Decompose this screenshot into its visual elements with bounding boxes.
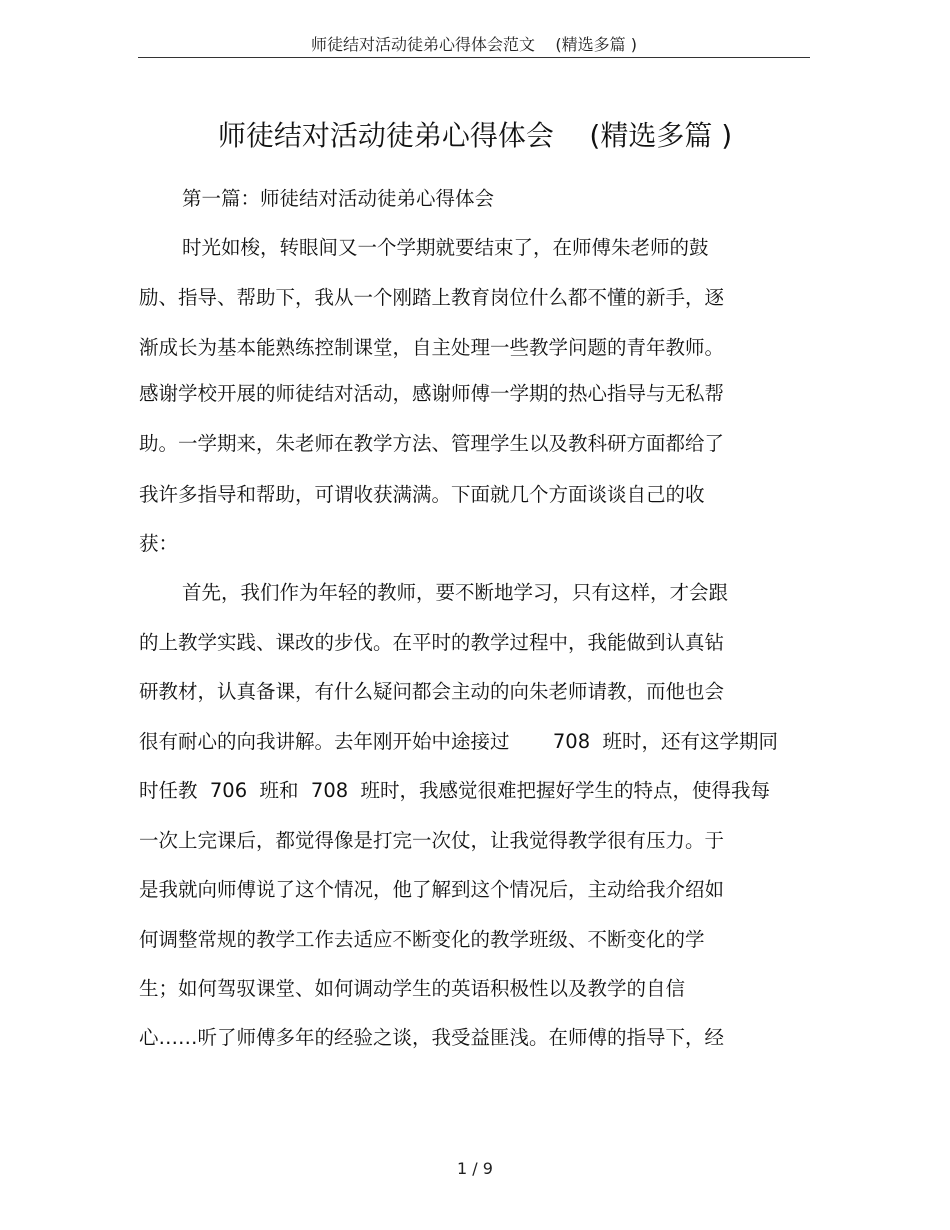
running-header-title: 师徒结对活动徒弟心得体会范文 (精选多篇 ) bbox=[311, 35, 637, 54]
paragraph-line: 何调整常规的教学工作去适应不断变化的教学班级、不断变化的学 bbox=[139, 928, 705, 951]
paragraph-line: 很有耐心的向我讲解。去年刚开始中途接过 708 班时，还有这学期同 bbox=[139, 730, 779, 753]
paragraph-line: 心……听了师傅多年的经验之谈，我受益匪浅。在师傅的指导下，经 bbox=[139, 1026, 725, 1049]
page-number: 1 / 9 bbox=[457, 1159, 493, 1178]
paragraph-line: 我许多指导和帮助，可谓收获满满。下面就几个方面谈谈自己的收 bbox=[139, 483, 705, 506]
paragraph-line: 时任教 706 班和 708 班时，我感觉很难把握好学生的特点，使得我每 bbox=[139, 779, 771, 802]
header-divider bbox=[138, 57, 810, 58]
paragraph-line: 的上教学实践、课改的步伐。在平时的教学过程中，我能做到认真钻 bbox=[139, 631, 725, 654]
paragraph-line: 生；如何驾驭课堂、如何调动学生的英语积极性以及教学的自信 bbox=[139, 977, 686, 1000]
paragraph-line: 励、指导、帮助下，我从一个刚踏上教育岗位什么都不懂的新手，逐 bbox=[139, 286, 725, 309]
paragraph-line: 渐成长为基本能熟练控制课堂，自主处理一些教学问题的青年教师。 bbox=[139, 336, 725, 359]
paragraph-line: 研教材，认真备课，有什么疑问都会主动的向朱老师请教，而他也会 bbox=[139, 680, 725, 703]
paragraph-line: 获： bbox=[139, 532, 179, 555]
section-heading: 第一篇：师徒结对活动徒弟心得体会 bbox=[182, 187, 495, 210]
paragraph-line: 一次上完课后，都觉得像是打完一次仗，让我觉得教学很有压力。于 bbox=[139, 829, 725, 852]
paragraph-line: 是我就向师傅说了这个情况，他了解到这个情况后，主动给我介绍如 bbox=[139, 878, 725, 901]
paragraph-line: 助。一学期来，朱老师在教学方法、管理学生以及教科研方面都给了 bbox=[139, 432, 725, 455]
paragraph-line: 首先，我们作为年轻的教师，要不断地学习，只有这样，才会跟 bbox=[182, 581, 729, 604]
paragraph-line: 感谢学校开展的师徒结对活动，感谢师傅一学期的热心指导与无私帮 bbox=[139, 382, 725, 405]
paragraph-line: 时光如梭，转眼间又一个学期就要结束了，在师傅朱老师的鼓 bbox=[182, 236, 709, 259]
document-title: 师徒结对活动徒弟心得体会 (精选多篇 ) bbox=[217, 119, 733, 152]
